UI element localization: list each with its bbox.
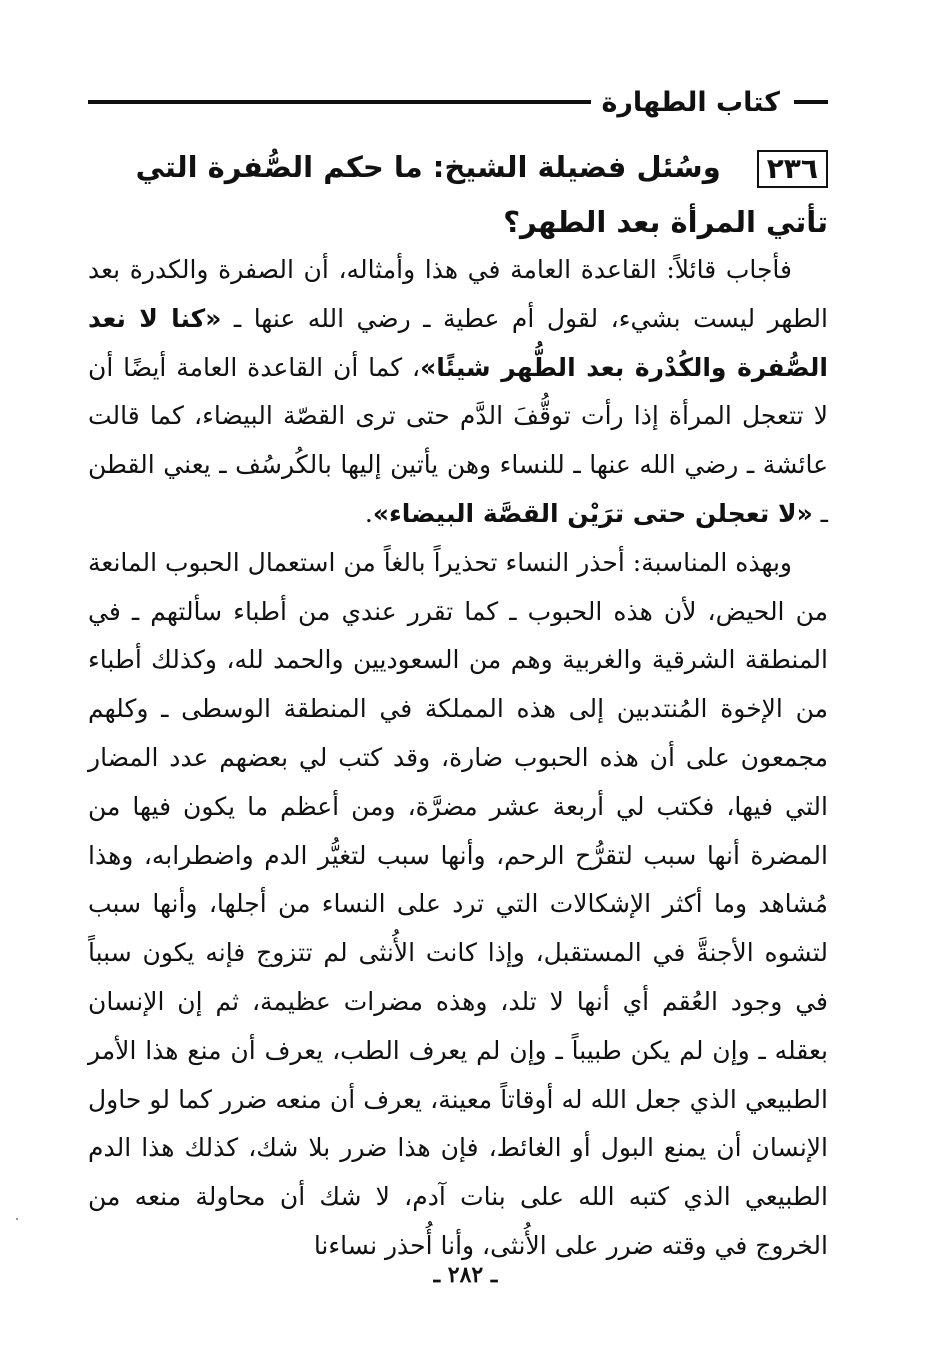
margin-speck (16, 1218, 18, 1220)
header-dash (794, 100, 828, 104)
question-text: وسُئل فضيلة الشيخ: ما حكم الصُّفرة التي تأتي المرأة بعد الطهر؟ (135, 150, 828, 239)
answer-text: ، كما أن القاعدة العامة أيضًا أن لا تتعجل المرأة إذا رأت توقُّفَ الدَّم حتى ترى القصّة البيضاء، كما قالت عائشة ـ رضي الله عنها ـ للنساء وهن يأتين إليها بالكُرسُف ـ يعني القطن ـ (88, 352, 828, 528)
page-number: ـ ٢٨٢ ـ (433, 1262, 498, 1288)
answer-text: . (364, 498, 373, 528)
answer-paragraph-1 (88, 246, 828, 539)
answer-body (88, 246, 828, 1271)
question-heading (88, 140, 828, 250)
question-number: ٢٣٦ (757, 150, 828, 188)
header-rule (88, 100, 591, 104)
running-header (88, 82, 828, 122)
chapter-title: كتاب الطهارة (601, 86, 780, 118)
hadith-quote: «كنا لا نعد الصُّفرة والكُدْرة بعد الطُّهر شيئًا» (88, 303, 828, 382)
answer-text: فأجاب قائلاً: القاعدة العامة في هذا وأمثاله، أن الصفرة والكدرة بعد الطهر ليست بشيء، لقول أم عطية ـ رضي الله عنها ـ (88, 255, 828, 333)
answer-paragraph-2: وبهذه المناسبة: أحذر النساء تحذيراً بالغاً من استعمال الحبوب المانعة من الحيض، لأن هذه الحبوب ـ كما تقرر عندي من أطباء سألتهم ـ في المنطقة الشرقية والغربية وهم من السعوديين والحمد لله، وكذلك أطباء من الإخوة المُنتدبين إلى هذه المملكة في المنطقة الوسطى ـ وكلهم مجمعون على أن هذه الحبوب ضارة، وقد كتب لي بعضهم عدد المضار التي فيها، فكتب لي أربعة عشر مضرَّة، ومن أعظم ما يكون فيها من المضرة أنها سبب لتقرُّح الرحم، وأنها سبب لتغيُّر الدم واضطرابه، وهذا مُشاهد وما أكثر الإشكالات التي ترد على النساء من أجلها، وأنها سبب لتشوه الأجنةَّ في المستقبل، وإذا كانت الأُنثى لم تتزوج فإنه يكون سبباً في وجود العُقم أي أنها لا تلد، وهذه مضرات عظيمة، ثم إن الإنسان بعقله ـ وإن لم يكن طبيباً ـ وإن لم يعرف الطب، يعرف أن منع هذا الأمر الطبيعي الذي جعل الله له أوقاتاً معينة، يعرف أن منعه ضرر كما لو حاول الإنسان أن يمنع البول أو الغائط، فإن هذا ضرر بلا شك، كذلك هذا الدم الطبيعي الذي كتبه الله على بنات آدم، لا شك أن محاولة منعه من الخروج في وقته ضرر على الأُنثى، وأنا أُحذر نساءنا (88, 547, 828, 1260)
hadith-quote: «لا تعجلن حتى ترَيْن القصَّة البيضاء» (372, 498, 813, 528)
